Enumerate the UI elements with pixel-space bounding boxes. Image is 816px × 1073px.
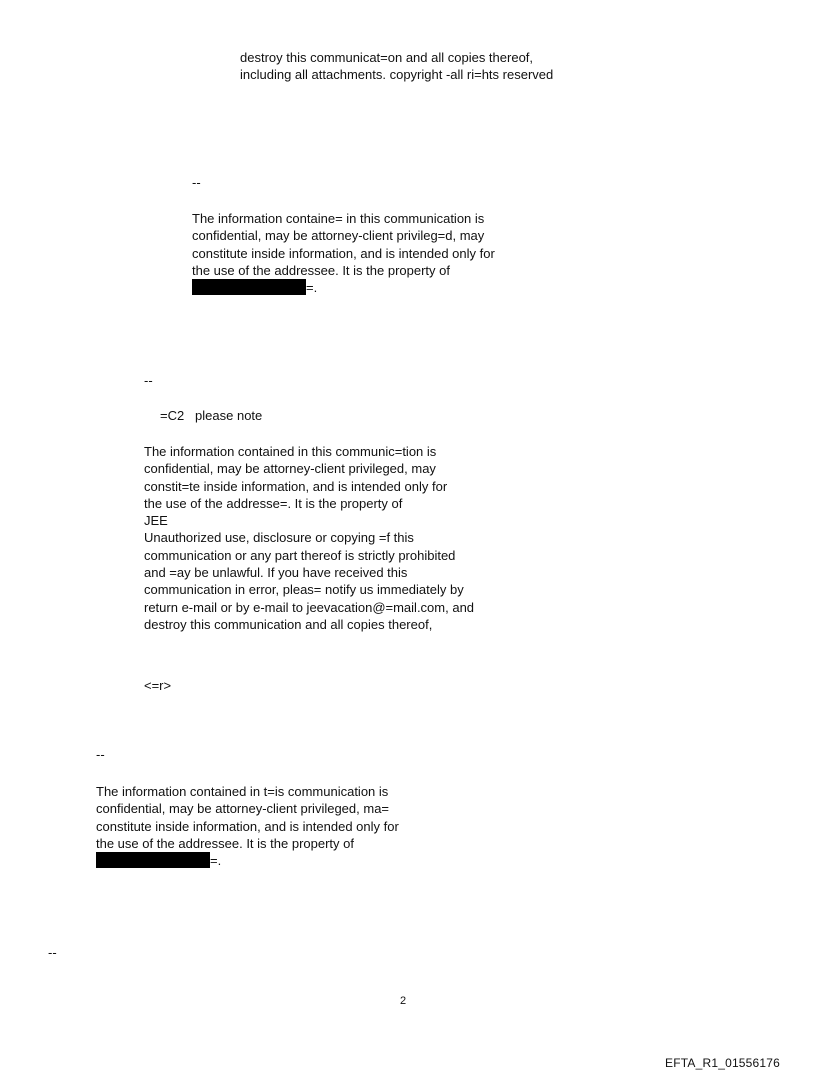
tag-text: <=r>	[144, 678, 172, 693]
separator: --	[96, 747, 105, 762]
text-line: communication or any part thereof is strictly prohibited	[144, 547, 456, 563]
text-line: return e-mail or by e-mail to jeevacation@=mail.com, and	[144, 599, 475, 615]
text-line: The information contained in this communic=tion is	[144, 444, 437, 459]
separator: --	[48, 945, 57, 960]
redaction-box	[96, 852, 210, 868]
text-line: constit=te inside information, and is intended only for	[144, 478, 448, 494]
text-line: Unauthorized use, disclosure or copying =f this	[144, 530, 414, 546]
redaction-suffix: =.	[306, 280, 318, 296]
text-line: the use of the addresse=. It is the property of	[144, 495, 403, 511]
text-line: the use of the addressee. It is the property of	[192, 262, 450, 278]
document-id-footer: EFTA_R1_01556176	[665, 1056, 781, 1070]
trailing-separator	[48, 944, 57, 961]
text-line: constitute inside information, and is intended only for	[96, 818, 399, 834]
disclaimer-text-level-2	[192, 210, 495, 296]
text-line: confidential, may be attorney-client privileged, may	[144, 461, 436, 477]
text-line: destroy this communicat=on and all copies thereof,	[240, 50, 534, 65]
redacted-line	[192, 279, 495, 296]
text-line: communication in error, pleas= notify us immediately by	[144, 582, 464, 598]
please-note-line	[160, 407, 262, 424]
text-line: including all attachments. copyright -all ri=hts reserved	[240, 67, 554, 83]
separator: --	[192, 175, 201, 190]
br-tag-line	[144, 677, 171, 694]
text-line: destroy this communication and all copies thereof,	[144, 616, 433, 632]
quoted-disclaimer-level-1	[144, 372, 153, 389]
text-line: The information contained in t=is communication is	[96, 784, 389, 799]
text-line: confidential, may be attorney-client privileg=d, may	[192, 228, 485, 244]
disclaimer-text-level-1	[144, 443, 474, 633]
disclaimer-tail-block	[240, 49, 553, 84]
redaction-suffix: =.	[210, 853, 222, 869]
text-line: constitute inside information, and is intended only for	[192, 245, 495, 261]
text-line: confidential, may be attorney-client privileged, ma=	[96, 801, 390, 817]
text-line: JEE	[144, 513, 168, 529]
text-line: the use of the addressee. It is the property of	[96, 835, 354, 851]
quoted-disclaimer-level-0	[96, 746, 105, 763]
text-line: and =ay be unlawful. If you have received this	[144, 565, 408, 581]
page-number: 2	[400, 995, 407, 1007]
quoted-disclaimer-level-2	[192, 174, 201, 191]
disclaimer-text-level-0	[96, 783, 399, 869]
note-text: =C2 please note	[160, 408, 263, 423]
redaction-box	[192, 279, 306, 295]
text-line: The information containe= in this communication is	[192, 211, 485, 226]
separator: --	[144, 373, 153, 388]
redacted-line	[96, 852, 399, 869]
